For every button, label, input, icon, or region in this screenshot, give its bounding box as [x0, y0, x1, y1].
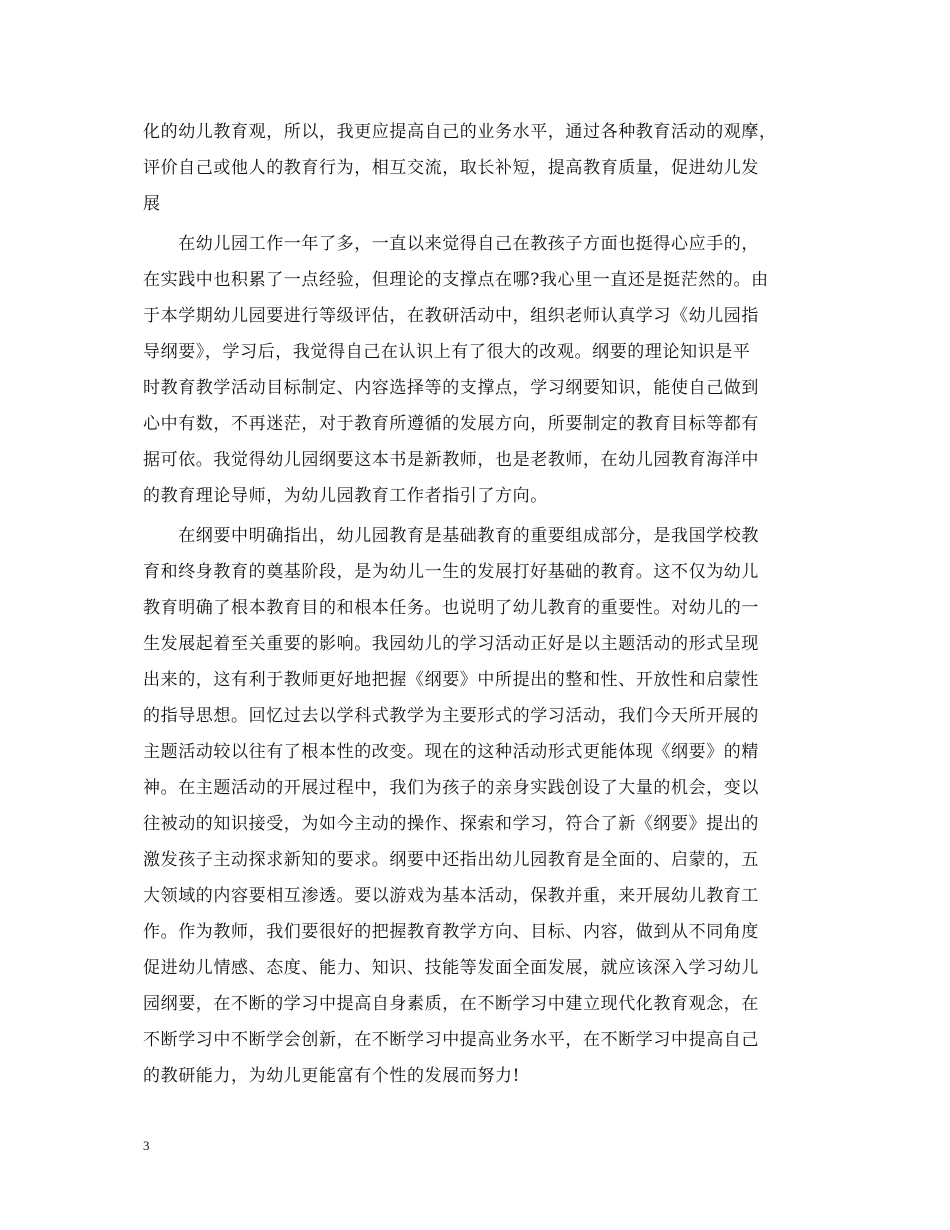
text-line: 心中有数，不再迷茫，对于教育所遵循的发展方向，所要制定的教育目标等都有: [143, 414, 759, 434]
text-line: 在实践中也积累了一点经验，但理论的支撑点在哪?我心里一直还是挺茫然的。由: [143, 270, 769, 290]
text-line: 展: [143, 194, 161, 214]
text-line: 导纲要》，学习后，我觉得自己在认识上有了很大的改观。纲要的理论知识是平: [143, 342, 751, 362]
text-line: 神。在主题活动的开展过程中，我们为孩子的亲身实践创设了大量的机会，变以: [143, 778, 759, 798]
page-number: 3: [143, 1138, 150, 1153]
text-line: 生发展起着至关重要的影响。我园幼儿的学习活动正好是以主题活动的形式呈现: [143, 634, 759, 654]
text-line: 的指导思想。回忆过去以学科式教学为主要形式的学习活动，我们今天所开展的: [143, 706, 759, 726]
text-line: 出来的，这有利于教师更好地把握《纲要》中所提出的整和性、开放性和启蒙性: [143, 670, 759, 690]
text-line: 在幼儿园工作一年了多，一直以来觉得自己在教孩子方面也挺得心应手的，: [143, 234, 759, 254]
text-line: 评价自己或他人的教育行为，相互交流，取长补短，提高教育质量，促进幼儿发: [143, 158, 759, 178]
text-line: 不断学习中不断学会创新，在不断学习中提高业务水平，在不断学习中提高自己: [143, 1030, 759, 1050]
text-line: 园纲要，在不断的学习中提高自身素质，在不断学习中建立现代化教育观念，在: [143, 994, 759, 1014]
text-line: 大领域的内容要相互渗透。要以游戏为基本活动，保教并重，来开展幼儿教育工: [143, 886, 759, 906]
text-line: 化的幼儿教育观，所以，我更应提高自己的业务水平，通过各种教育活动的观摩，: [143, 122, 777, 142]
text-line: 于本学期幼儿园要进行等级评估，在教研活动中，组织老师认真学习《幼儿园指: [143, 306, 759, 326]
text-line: 据可依。我觉得幼儿园纲要这本书是新教师，也是老教师，在幼儿园教育海洋中: [143, 450, 759, 470]
text-line: 激发孩子主动探求新知的要求。纲要中还指出幼儿园教育是全面的、启蒙的，五: [143, 850, 759, 870]
paragraph: [143, 114, 823, 222]
text-line: 在纲要中明确指出，幼儿园教育是基础教育的重要组成部分，是我国学校教: [143, 526, 759, 546]
text-line: 促进幼儿情感、态度、能力、知识、技能等发面全面发展，就应该深入学习幼儿: [143, 958, 759, 978]
text-line: 的教育理论导师，为幼儿园教育工作者指引了方向。: [143, 486, 548, 506]
text-line: 教育明确了根本教育目的和根本任务。也说明了幼儿教育的重要性。对幼儿的一: [143, 598, 759, 618]
text-line: 主题活动较以往有了根本性的改变。现在的这种活动形式更能体现《纲要》的精: [143, 742, 759, 762]
paragraph: [143, 226, 823, 514]
body-text: [143, 114, 823, 1094]
text-line: 往被动的知识接受，为如今主动的操作、探索和学习，符合了新《纲要》提出的: [143, 814, 759, 834]
text-line: 时教育教学活动目标制定、内容选择等的支撑点，学习纲要知识，能使自己做到: [143, 378, 759, 398]
text-line: 的教研能力，为幼儿更能富有个性的发展而努力!: [143, 1066, 521, 1086]
paragraph: [143, 518, 823, 1094]
text-line: 育和终身教育的奠基阶段，是为幼儿一生的发展打好基础的教育。这不仅为幼儿: [143, 562, 759, 582]
text-line: 作。作为教师，我们要很好的把握教育教学方向、目标、内容，做到从不同角度: [143, 922, 759, 942]
